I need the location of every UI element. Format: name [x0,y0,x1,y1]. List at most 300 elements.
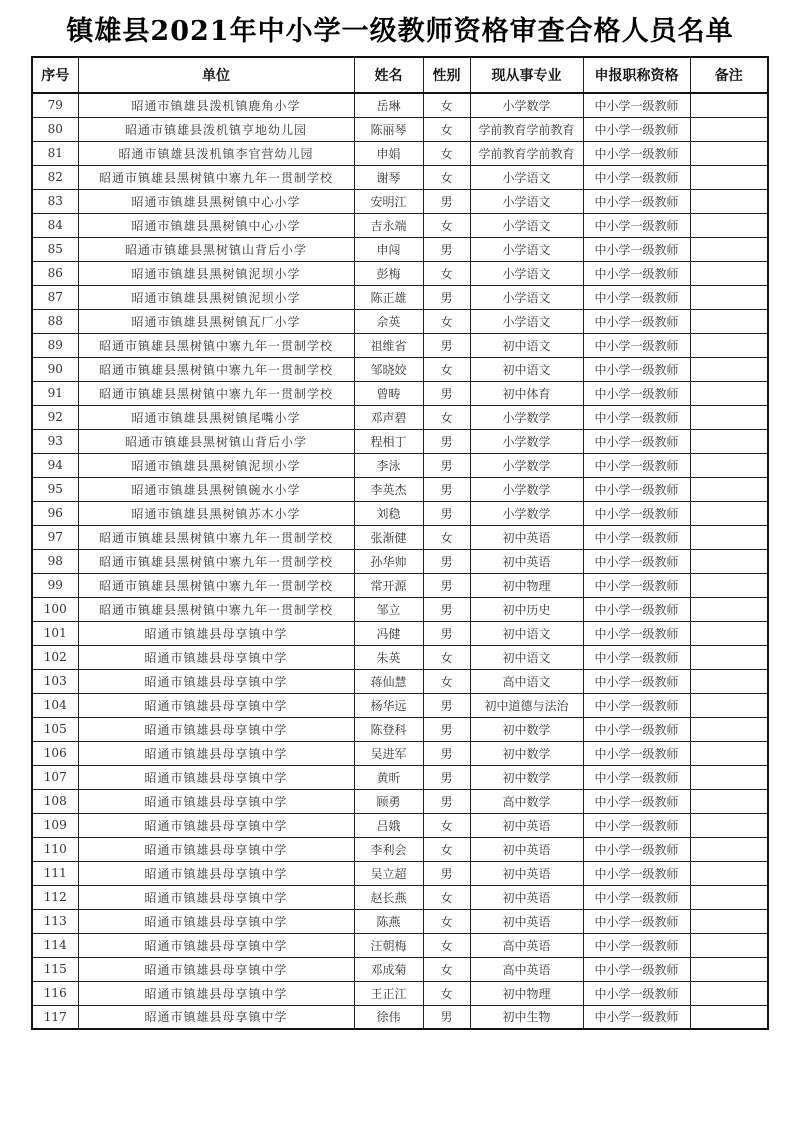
header-row [32,57,768,93]
table-row [32,93,768,117]
cell-gender: 女 [423,405,470,429]
cell-major: 初中英语 [470,909,583,933]
cell-qualification: 中小学一级教师 [583,909,690,933]
cell-qualification: 中小学一级教师 [583,93,690,117]
cell-name: 李英杰 [354,477,423,501]
cell-qualification: 中小学一级教师 [583,885,690,909]
cell-qualification: 中小学一级教师 [583,645,690,669]
table-row [32,261,768,285]
cell-remark [690,813,768,837]
cell-name: 顾勇 [354,789,423,813]
cell-gender: 女 [423,837,470,861]
cell-serial: 109 [32,813,78,837]
cell-gender: 男 [423,741,470,765]
cell-remark [690,909,768,933]
cell-gender: 男 [423,381,470,405]
cell-qualification: 中小学一级教师 [583,813,690,837]
cell-major: 高中语文 [470,669,583,693]
cell-name: 邓成菊 [354,957,423,981]
cell-qualification: 中小学一级教师 [583,309,690,333]
cell-gender: 男 [423,333,470,357]
cell-major: 小学语文 [470,261,583,285]
cell-gender: 女 [423,933,470,957]
cell-name: 李利会 [354,837,423,861]
cell-serial: 84 [32,213,78,237]
cell-unit: 昭通市镇雄县母享镇中学 [78,693,354,717]
table-row [32,477,768,501]
cell-unit: 昭通市镇雄县母享镇中学 [78,837,354,861]
table-row [32,885,768,909]
cell-remark [690,837,768,861]
roster-table [31,56,769,1030]
cell-qualification: 中小学一级教师 [583,453,690,477]
table-row [32,669,768,693]
cell-name: 常开源 [354,573,423,597]
cell-serial: 88 [32,309,78,333]
header-gender: 性别 [423,57,470,93]
table-row [32,741,768,765]
table-row [32,909,768,933]
cell-qualification: 中小学一级教师 [583,765,690,789]
cell-name: 邹晓姣 [354,357,423,381]
cell-remark [690,765,768,789]
cell-remark [690,117,768,141]
cell-serial: 110 [32,837,78,861]
cell-unit: 昭通市镇雄县母享镇中学 [78,981,354,1005]
cell-name: 陈丽琴 [354,117,423,141]
cell-gender: 男 [423,429,470,453]
cell-serial: 94 [32,453,78,477]
cell-name: 杨华远 [354,693,423,717]
cell-qualification: 中小学一级教师 [583,741,690,765]
cell-name: 黄昕 [354,765,423,789]
cell-major: 高中英语 [470,957,583,981]
cell-unit: 昭通市镇雄县黑树镇中寨九年一贯制学校 [78,597,354,621]
cell-major: 初中英语 [470,525,583,549]
table-row [32,381,768,405]
cell-qualification: 中小学一级教师 [583,717,690,741]
cell-gender: 女 [423,885,470,909]
table-row [32,309,768,333]
table-row [32,429,768,453]
cell-major: 高中数学 [470,789,583,813]
table-row [32,981,768,1005]
cell-unit: 昭通市镇雄县黑树镇泥坝小学 [78,261,354,285]
cell-major: 小学数学 [470,93,583,117]
cell-remark [690,573,768,597]
cell-remark [690,309,768,333]
cell-serial: 83 [32,189,78,213]
cell-unit: 昭通市镇雄县泼机镇李官营幼儿园 [78,141,354,165]
cell-qualification: 中小学一级教师 [583,621,690,645]
cell-unit: 昭通市镇雄县母享镇中学 [78,741,354,765]
cell-name: 蒋仙慧 [354,669,423,693]
cell-major: 小学语文 [470,189,583,213]
cell-remark [690,477,768,501]
cell-unit: 昭通市镇雄县泼机镇亨地幼儿园 [78,117,354,141]
cell-major: 初中英语 [470,549,583,573]
cell-serial: 97 [32,525,78,549]
table-row [32,405,768,429]
cell-qualification: 中小学一级教师 [583,597,690,621]
cell-name: 汪朝梅 [354,933,423,957]
cell-gender: 男 [423,237,470,261]
cell-major: 初中物理 [470,981,583,1005]
cell-gender: 男 [423,549,470,573]
cell-remark [690,381,768,405]
cell-unit: 昭通市镇雄县母享镇中学 [78,621,354,645]
cell-qualification: 中小学一级教师 [583,141,690,165]
cell-major: 小学语文 [470,285,583,309]
cell-major: 小学数学 [470,501,583,525]
cell-remark [690,93,768,117]
table-row [32,453,768,477]
cell-qualification: 中小学一级教师 [583,477,690,501]
cell-qualification: 中小学一级教师 [583,957,690,981]
cell-name: 冯健 [354,621,423,645]
cell-serial: 86 [32,261,78,285]
cell-gender: 女 [423,669,470,693]
cell-remark [690,645,768,669]
cell-unit: 昭通市镇雄县黑树镇山背后小学 [78,237,354,261]
table-row [32,765,768,789]
cell-major: 小学数学 [470,429,583,453]
cell-remark [690,213,768,237]
cell-unit: 昭通市镇雄县黑树镇苏木小学 [78,501,354,525]
cell-major: 初中语文 [470,333,583,357]
cell-gender: 女 [423,645,470,669]
cell-serial: 100 [32,597,78,621]
table-row [32,165,768,189]
table-row [32,933,768,957]
cell-major: 小学数学 [470,405,583,429]
cell-qualification: 中小学一级教师 [583,429,690,453]
cell-remark [690,261,768,285]
cell-qualification: 中小学一级教师 [583,933,690,957]
table-row [32,597,768,621]
cell-qualification: 中小学一级教师 [583,285,690,309]
cell-gender: 女 [423,93,470,117]
cell-remark [690,333,768,357]
cell-name: 张渐健 [354,525,423,549]
cell-name: 岳琳 [354,93,423,117]
cell-gender: 男 [423,477,470,501]
cell-major: 小学语文 [470,165,583,189]
page-title: 镇雄县2021年中小学一级教师资格审查合格人员名单 [66,16,734,47]
cell-unit: 昭通市镇雄县母享镇中学 [78,909,354,933]
cell-name: 陈正雄 [354,285,423,309]
cell-major: 学前教育学前教育 [470,141,583,165]
cell-qualification: 中小学一级教师 [583,357,690,381]
cell-serial: 117 [32,1005,78,1029]
cell-major: 小学语文 [470,213,583,237]
table-row [32,645,768,669]
cell-unit: 昭通市镇雄县黑树镇中寨九年一贯制学校 [78,573,354,597]
cell-name: 邹立 [354,597,423,621]
cell-remark [690,141,768,165]
cell-serial: 99 [32,573,78,597]
cell-major: 初中英语 [470,885,583,909]
cell-remark [690,237,768,261]
table-row [32,549,768,573]
cell-unit: 昭通市镇雄县黑树镇中寨九年一贯制学校 [78,333,354,357]
table-row [32,501,768,525]
cell-unit: 昭通市镇雄县黑树镇泥坝小学 [78,285,354,309]
cell-unit: 昭通市镇雄县母享镇中学 [78,933,354,957]
table-row [32,189,768,213]
cell-major: 初中英语 [470,813,583,837]
cell-remark [690,453,768,477]
cell-qualification: 中小学一级教师 [583,669,690,693]
cell-remark [690,885,768,909]
cell-serial: 98 [32,549,78,573]
cell-name: 孙华帅 [354,549,423,573]
cell-gender: 女 [423,117,470,141]
cell-serial: 115 [32,957,78,981]
cell-gender: 女 [423,141,470,165]
cell-qualification: 中小学一级教师 [583,381,690,405]
cell-major: 初中数学 [470,765,583,789]
cell-major: 初中英语 [470,837,583,861]
cell-name: 陈登科 [354,717,423,741]
cell-major: 初中历史 [470,597,583,621]
cell-name: 谢琴 [354,165,423,189]
cell-gender: 女 [423,957,470,981]
header-name: 姓名 [354,57,423,93]
cell-remark [690,285,768,309]
cell-unit: 昭通市镇雄县母享镇中学 [78,861,354,885]
cell-serial: 116 [32,981,78,1005]
cell-name: 朱英 [354,645,423,669]
cell-serial: 96 [32,501,78,525]
cell-name: 吕娥 [354,813,423,837]
cell-qualification: 中小学一级教师 [583,549,690,573]
cell-serial: 102 [32,645,78,669]
cell-remark [690,669,768,693]
table-row [32,525,768,549]
table-row [32,117,768,141]
cell-unit: 昭通市镇雄县黑树镇中寨九年一贯制学校 [78,165,354,189]
cell-name: 陈燕 [354,909,423,933]
cell-gender: 男 [423,453,470,477]
cell-qualification: 中小学一级教师 [583,237,690,261]
cell-remark [690,1005,768,1029]
cell-serial: 111 [32,861,78,885]
cell-gender: 男 [423,597,470,621]
cell-unit: 昭通市镇雄县泼机镇鹿角小学 [78,93,354,117]
cell-remark [690,933,768,957]
cell-qualification: 中小学一级教师 [583,189,690,213]
cell-major: 学前教育学前教育 [470,117,583,141]
cell-remark [690,165,768,189]
cell-gender: 男 [423,189,470,213]
cell-unit: 昭通市镇雄县母享镇中学 [78,669,354,693]
table-row [32,573,768,597]
cell-gender: 女 [423,525,470,549]
cell-serial: 87 [32,285,78,309]
table-row [32,1005,768,1029]
cell-name: 邓声碧 [354,405,423,429]
cell-gender: 男 [423,789,470,813]
cell-major: 初中语文 [470,357,583,381]
cell-qualification: 中小学一级教师 [583,861,690,885]
cell-unit: 昭通市镇雄县黑树镇中寨九年一贯制学校 [78,357,354,381]
cell-name: 刘稳 [354,501,423,525]
cell-name: 程相丁 [354,429,423,453]
cell-gender: 女 [423,261,470,285]
table-row [32,213,768,237]
cell-unit: 昭通市镇雄县黑树镇中寨九年一贯制学校 [78,549,354,573]
table-row [32,333,768,357]
table-row [32,813,768,837]
cell-serial: 112 [32,885,78,909]
cell-unit: 昭通市镇雄县母享镇中学 [78,813,354,837]
cell-gender: 男 [423,1005,470,1029]
cell-remark [690,189,768,213]
header-qualification: 申报职称资格 [583,57,690,93]
cell-serial: 106 [32,741,78,765]
cell-name: 祖维省 [354,333,423,357]
cell-gender: 女 [423,309,470,333]
cell-gender: 男 [423,717,470,741]
cell-major: 高中英语 [470,933,583,957]
cell-qualification: 中小学一级教师 [583,525,690,549]
cell-major: 初中语文 [470,621,583,645]
cell-major: 初中体育 [470,381,583,405]
cell-remark [690,597,768,621]
cell-unit: 昭通市镇雄县黑树镇泥坝小学 [78,453,354,477]
cell-serial: 114 [32,933,78,957]
cell-unit: 昭通市镇雄县黑树镇尾嘴小学 [78,405,354,429]
cell-major: 初中语文 [470,645,583,669]
cell-serial: 89 [32,333,78,357]
cell-name: 徐伟 [354,1005,423,1029]
cell-major: 初中数学 [470,741,583,765]
header-remark: 备注 [690,57,768,93]
cell-serial: 105 [32,717,78,741]
cell-remark [690,861,768,885]
cell-remark [690,405,768,429]
cell-major: 初中生物 [470,1005,583,1029]
cell-serial: 85 [32,237,78,261]
cell-major: 初中英语 [470,861,583,885]
cell-name: 吴立超 [354,861,423,885]
cell-serial: 113 [32,909,78,933]
cell-unit: 昭通市镇雄县黑树镇中寨九年一贯制学校 [78,381,354,405]
cell-remark [690,693,768,717]
table-row [32,861,768,885]
cell-qualification: 中小学一级教师 [583,981,690,1005]
cell-remark [690,789,768,813]
cell-unit: 昭通市镇雄县黑树镇山背后小学 [78,429,354,453]
table-body [32,93,768,1029]
table-row [32,237,768,261]
cell-serial: 82 [32,165,78,189]
cell-serial: 101 [32,621,78,645]
table-row [32,693,768,717]
cell-gender: 男 [423,693,470,717]
cell-serial: 92 [32,405,78,429]
cell-qualification: 中小学一级教师 [583,117,690,141]
cell-gender: 女 [423,357,470,381]
cell-qualification: 中小学一级教师 [583,333,690,357]
cell-unit: 昭通市镇雄县母享镇中学 [78,885,354,909]
cell-name: 曾畴 [354,381,423,405]
cell-serial: 90 [32,357,78,381]
cell-name: 王正江 [354,981,423,1005]
cell-remark [690,525,768,549]
cell-gender: 男 [423,285,470,309]
header-serial: 序号 [32,57,78,93]
cell-major: 小学数学 [470,477,583,501]
cell-qualification: 中小学一级教师 [583,405,690,429]
cell-name: 吴进军 [354,741,423,765]
cell-unit: 昭通市镇雄县母享镇中学 [78,1005,354,1029]
cell-major: 初中数学 [470,717,583,741]
cell-name: 佘英 [354,309,423,333]
cell-remark [690,549,768,573]
cell-remark [690,981,768,1005]
table-row [32,837,768,861]
cell-unit: 昭通市镇雄县黑树镇中寨九年一贯制学校 [78,525,354,549]
header-major: 现从事专业 [470,57,583,93]
cell-unit: 昭通市镇雄县黑树镇中心小学 [78,189,354,213]
cell-unit: 昭通市镇雄县母享镇中学 [78,717,354,741]
cell-name: 赵长燕 [354,885,423,909]
cell-major: 小学数学 [470,453,583,477]
cell-serial: 91 [32,381,78,405]
cell-serial: 104 [32,693,78,717]
cell-serial: 95 [32,477,78,501]
cell-major: 初中物理 [470,573,583,597]
cell-gender: 男 [423,861,470,885]
cell-gender: 男 [423,501,470,525]
cell-name: 申闯 [354,237,423,261]
cell-remark [690,357,768,381]
cell-remark [690,957,768,981]
cell-name: 申娟 [354,141,423,165]
cell-qualification: 中小学一级教师 [583,261,690,285]
cell-qualification: 中小学一级教师 [583,789,690,813]
cell-gender: 男 [423,621,470,645]
cell-serial: 107 [32,765,78,789]
cell-name: 彭梅 [354,261,423,285]
cell-qualification: 中小学一级教师 [583,1005,690,1029]
cell-major: 小学语文 [470,309,583,333]
cell-unit: 昭通市镇雄县母享镇中学 [78,765,354,789]
cell-major: 小学语文 [470,237,583,261]
cell-major: 初中道德与法治 [470,693,583,717]
cell-name: 吉永端 [354,213,423,237]
cell-remark [690,501,768,525]
cell-serial: 103 [32,669,78,693]
cell-serial: 81 [32,141,78,165]
cell-qualification: 中小学一级教师 [583,837,690,861]
cell-gender: 女 [423,909,470,933]
cell-gender: 男 [423,765,470,789]
cell-serial: 79 [32,93,78,117]
cell-serial: 80 [32,117,78,141]
table-row [32,285,768,309]
cell-remark [690,621,768,645]
cell-unit: 昭通市镇雄县黑树镇瓦厂小学 [78,309,354,333]
cell-qualification: 中小学一级教师 [583,573,690,597]
cell-gender: 男 [423,573,470,597]
table-row [32,789,768,813]
cell-remark [690,429,768,453]
cell-qualification: 中小学一级教师 [583,165,690,189]
table-row [32,717,768,741]
